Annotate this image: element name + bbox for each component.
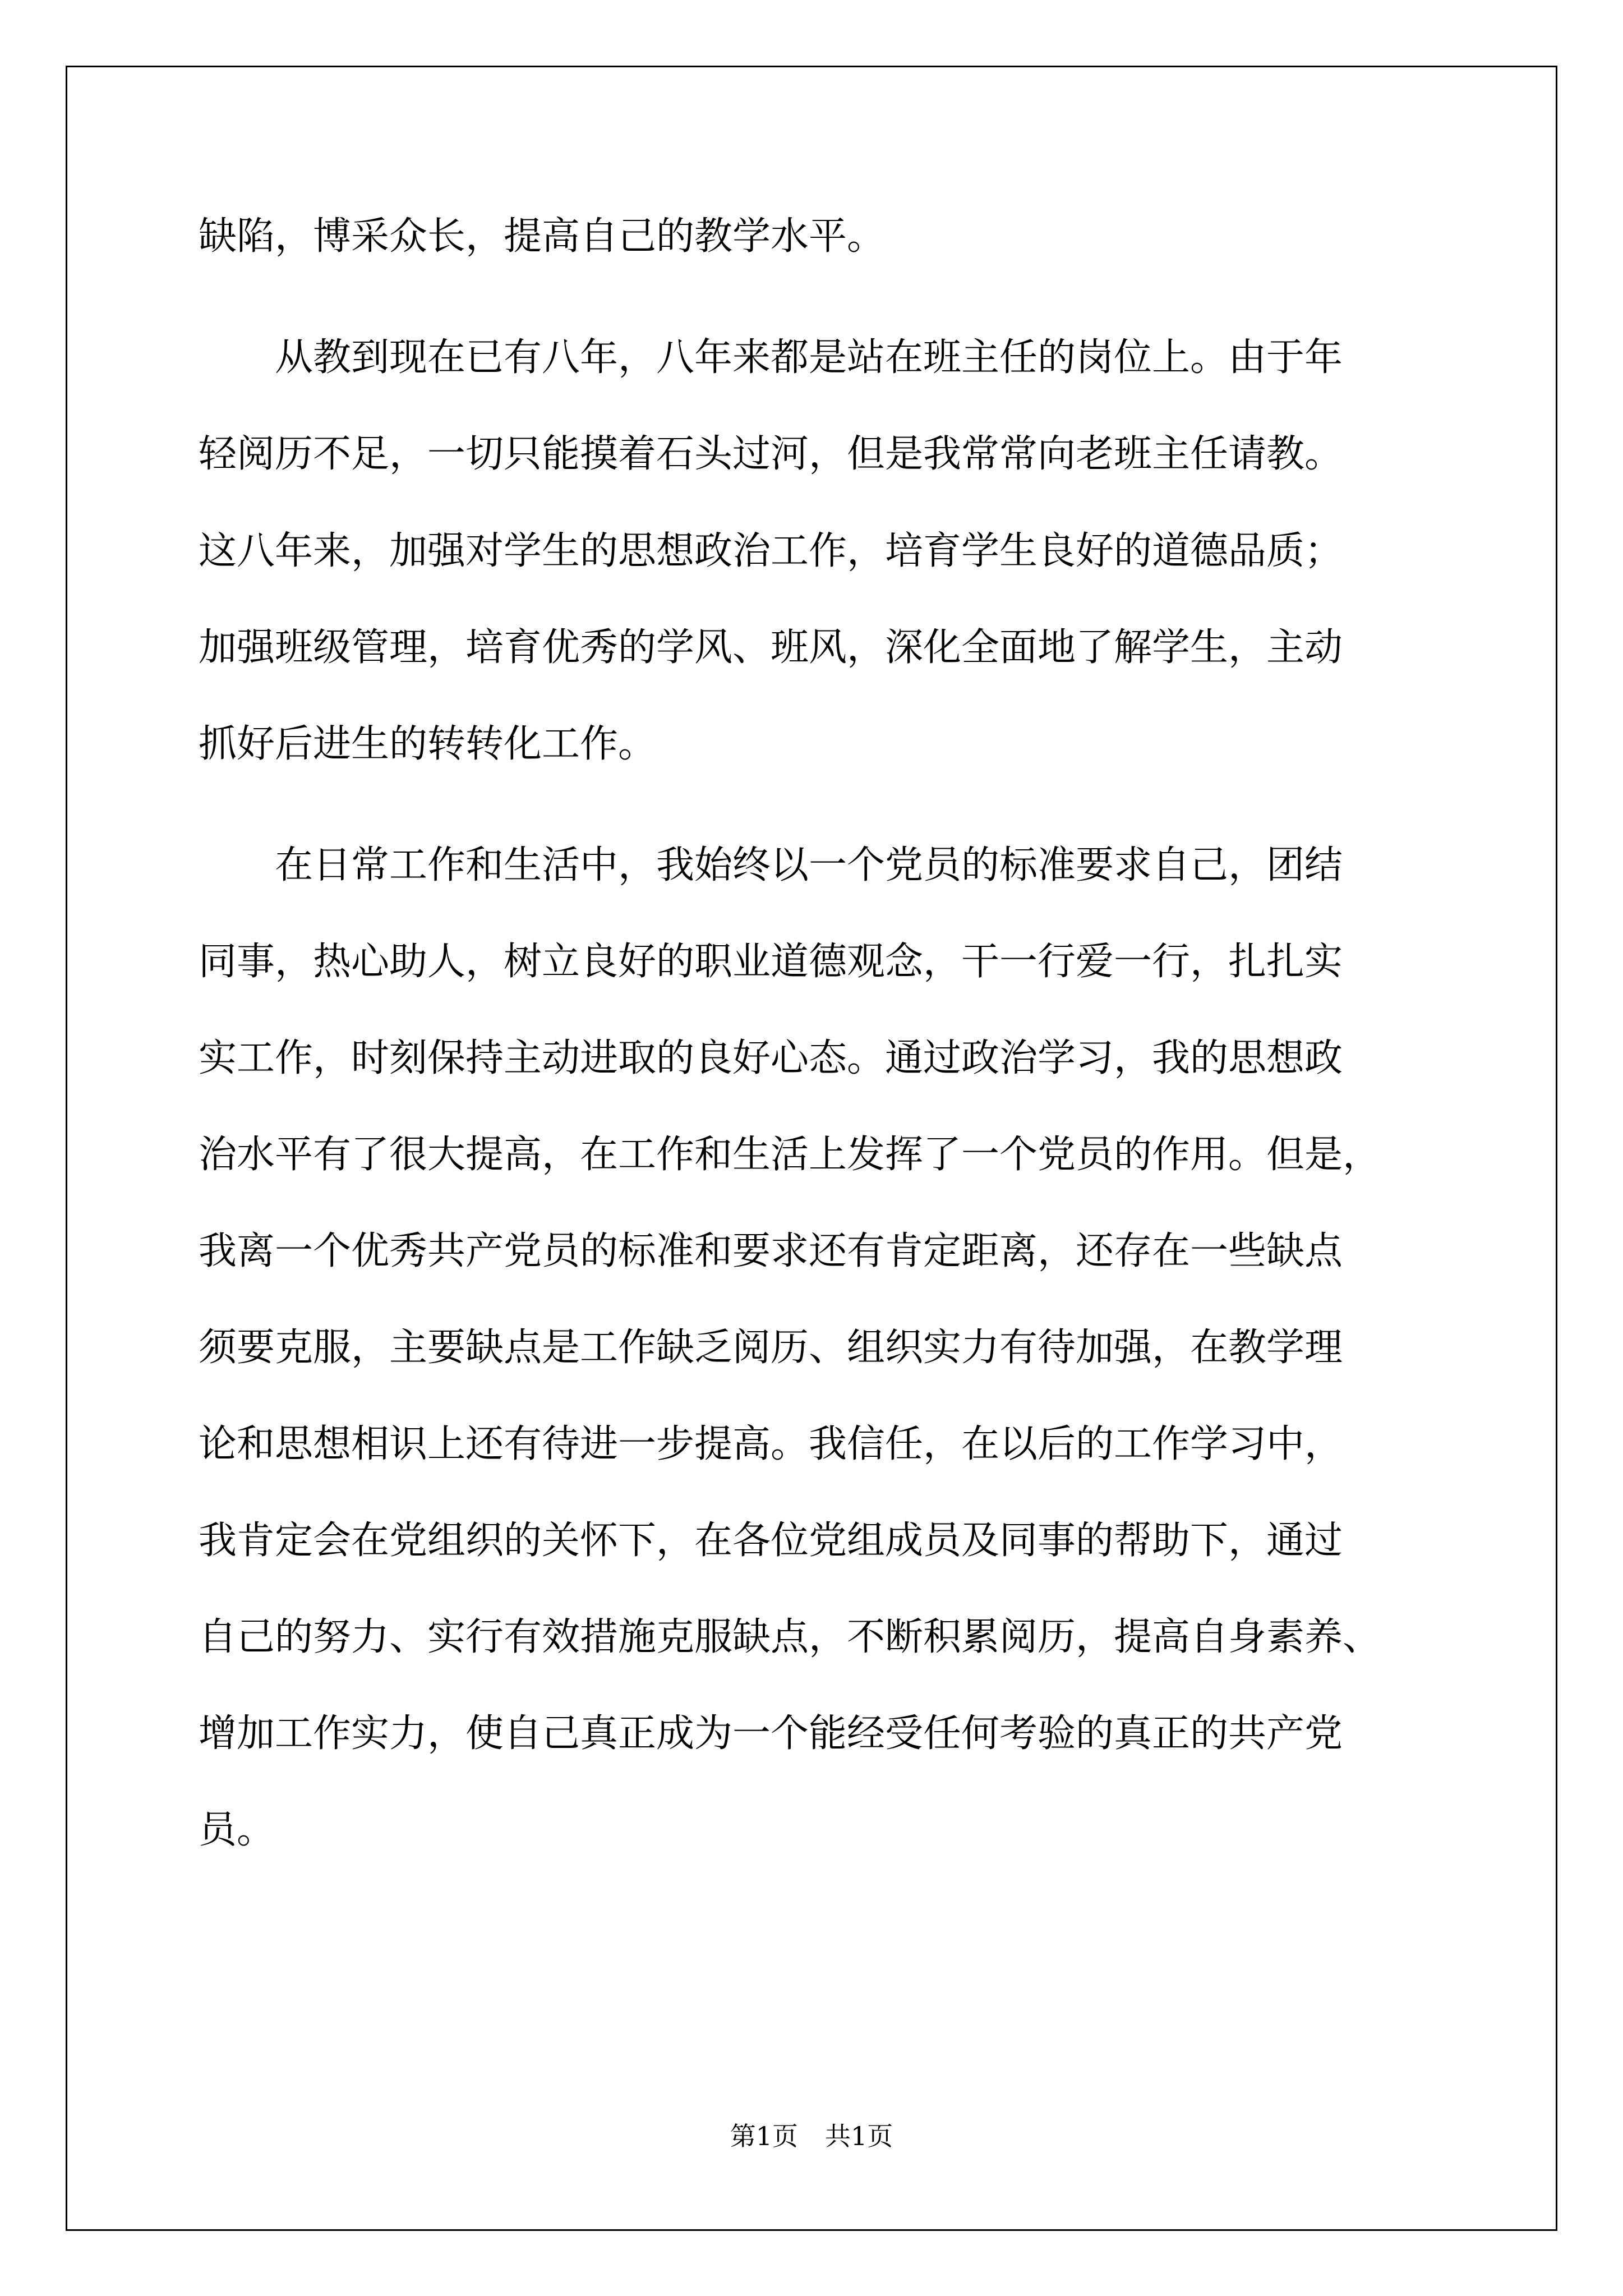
- text-line: 我肯定会在党组织的关怀下，在各位党组成员及同事的帮助下，通过: [199, 1519, 1343, 1563]
- text-line: 这八年来，加强对学生的思想政治工作，培育学生良好的道德品质；: [199, 529, 1343, 573]
- text-line: 增加工作实力，使自己真正成为一个能经受任何考验的真正的共产党: [199, 1711, 1343, 1756]
- text-line: 须要克服，主要缺点是工作缺乏阅历、组织实力有待加强，在教学理: [199, 1326, 1343, 1370]
- text-line: 员。: [199, 1808, 275, 1852]
- text-line: 加强班级管理，培育优秀的学风、班风，深化全面地了解学生，主动: [199, 625, 1343, 670]
- text-line: 论和思想相识上还有待进一步提高。我信任，在以后的工作学习中，: [199, 1422, 1343, 1466]
- text-line: 同事，热心助人，树立良好的职业道德观念，干一行爱一行，扎扎实: [199, 940, 1343, 984]
- text-line: 治水平有了很大提高，在工作和生活上发挥了一个党员的作用。但是，: [199, 1133, 1381, 1177]
- page-number: 第1页: [730, 2121, 798, 2151]
- page-total: 共1页: [825, 2121, 893, 2151]
- text-line: 我离一个优秀共产党员的标准和要求还有肯定距离，还存在一些缺点: [199, 1229, 1343, 1273]
- page-footer: [0, 2119, 1623, 2153]
- text-line: 从教到现在已有八年，八年来都是站在班主任的岗位上。由于年: [275, 335, 1343, 380]
- text-line: 在日常工作和生活中，我始终以一个党员的标准要求自己，团结: [275, 843, 1343, 887]
- text-line: 轻阅历不足，一切只能摸着石头过河，但是我常常向老班主任请教。: [199, 432, 1343, 476]
- text-line: 自己的努力、实行有效措施克服缺点，不断积累阅历，提高自身素养、: [199, 1615, 1381, 1659]
- text-line: 实工作，时刻保持主动进取的良好心态。通过政治学习，我的思想政: [199, 1036, 1343, 1080]
- text-line: 抓好后进生的转转化工作。: [199, 722, 657, 766]
- text-line: 缺陷，博采众长，提高自己的教学水平。: [199, 214, 886, 259]
